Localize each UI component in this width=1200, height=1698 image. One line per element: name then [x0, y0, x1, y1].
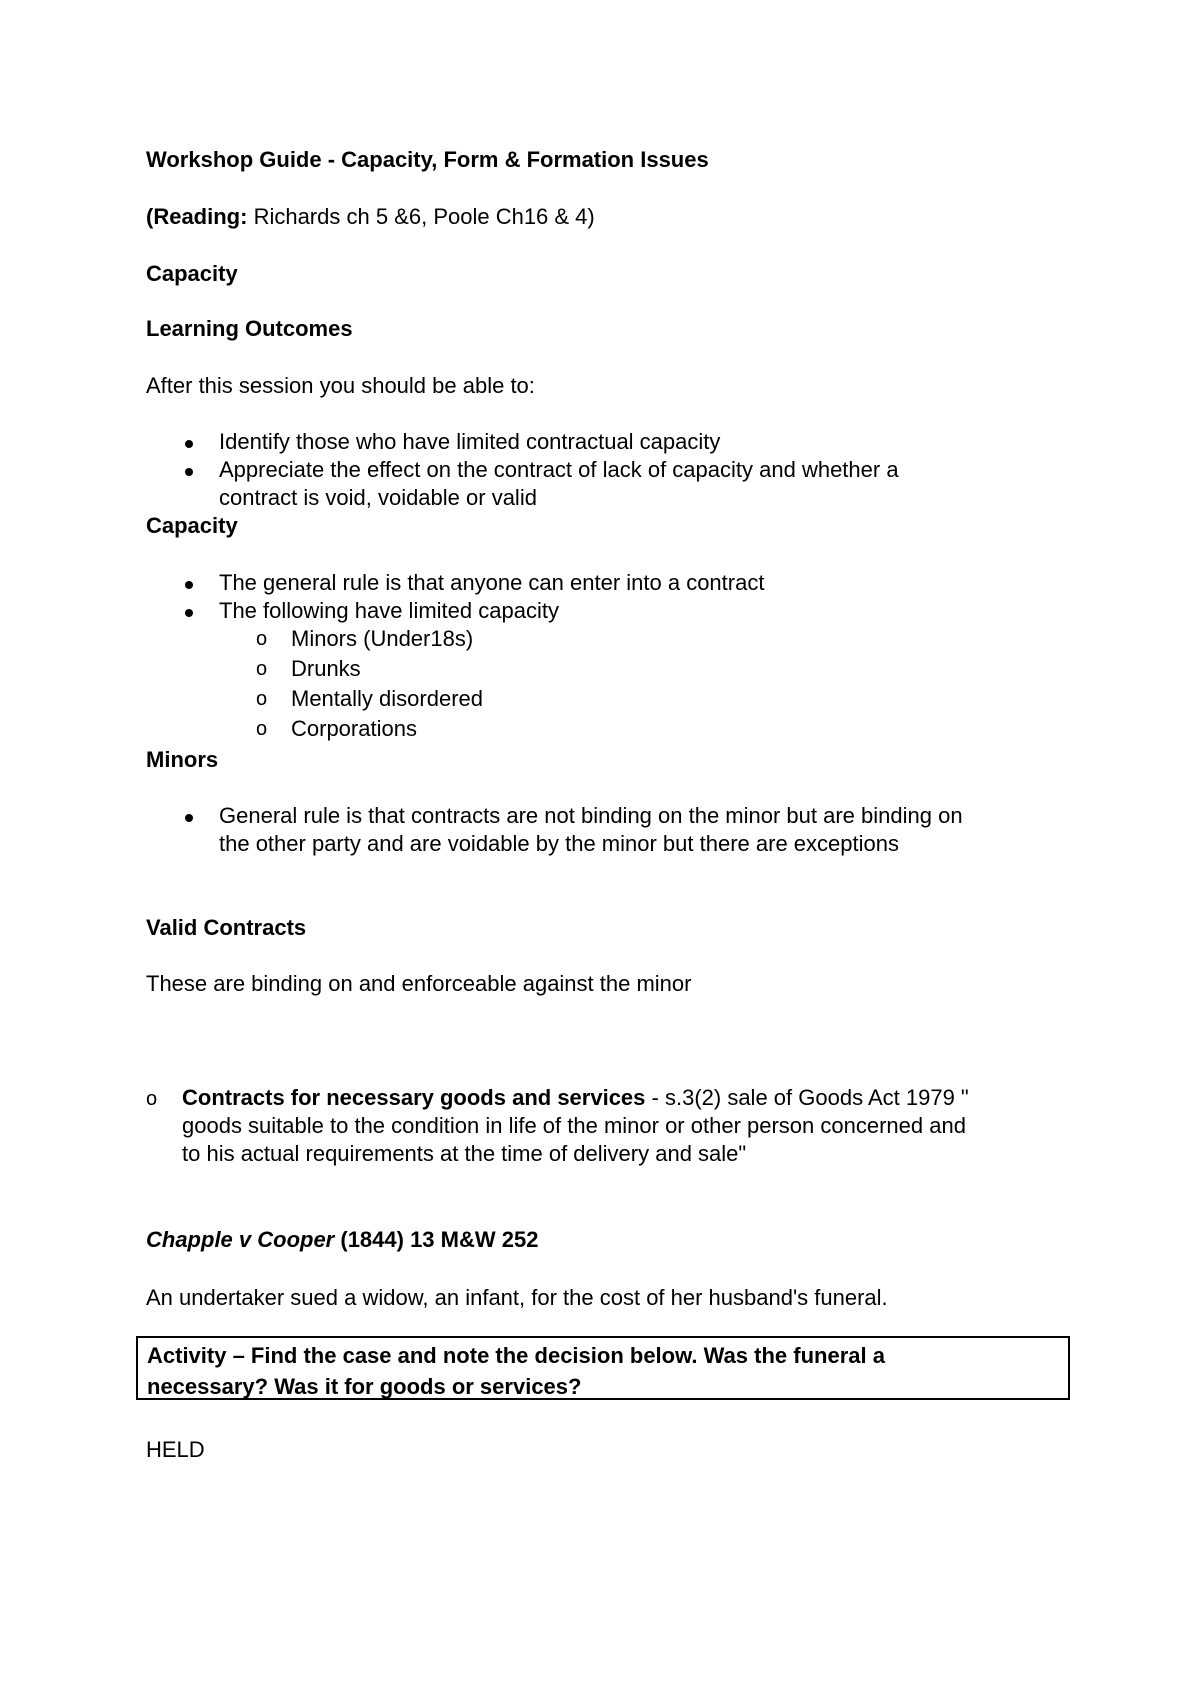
limited-capacity-item: Mentally disordered: [291, 686, 483, 711]
activity-line: necessary? Was it for goods or services?: [147, 1374, 582, 1399]
bullet-dot: [185, 468, 193, 476]
sub-bullet-marker: o: [256, 628, 268, 650]
outcome-item-continued: contract is void, voidable or valid: [219, 485, 537, 510]
outcome-item: Identify those who have limited contractual capacity: [219, 429, 721, 454]
minors-heading: Minors: [146, 747, 219, 772]
held-label: HELD: [146, 1437, 205, 1462]
sub-bullet-marker: o: [146, 1088, 158, 1110]
minors-rule-line: General rule is that contracts are not binding on the minor but are binding on: [219, 803, 963, 828]
intro-text: After this session you should be able to:: [146, 373, 535, 398]
bullet-dot: [185, 609, 193, 617]
limited-capacity-item: Corporations: [291, 716, 417, 741]
outcome-item: Appreciate the effect on the contract of lack of capacity and whether a: [219, 457, 899, 482]
capacity-heading: Capacity: [146, 261, 238, 286]
necessary-goods-line: [182, 1084, 969, 1112]
reading-label: (Reading:: [146, 204, 248, 229]
sub-bullet-marker: o: [256, 658, 268, 680]
reading-line: [146, 203, 1086, 231]
activity-line: Activity – Find the case and note the decision below. Was the funeral a: [147, 1343, 885, 1368]
necessary-goods-line: goods suitable to the condition in life of the minor or other person concerned and: [182, 1113, 966, 1138]
bullet-dot: [185, 581, 193, 589]
case-citation: (1844) 13 M&W 252: [334, 1227, 539, 1252]
case-facts: An undertaker sued a widow, an infant, for the cost of her husband's funeral.: [146, 1285, 888, 1310]
sub-bullet-marker: o: [256, 688, 268, 710]
document-title: Workshop Guide - Capacity, Form & Formation Issues: [146, 147, 709, 172]
case-heading: [146, 1226, 1086, 1254]
valid-contracts-text: These are binding on and enforceable against the minor: [146, 971, 692, 996]
limited-capacity-item: Drunks: [291, 656, 361, 681]
learning-outcomes-heading: Learning Outcomes: [146, 316, 353, 341]
minors-rule-line: the other party and are voidable by the minor but there are exceptions: [219, 831, 899, 856]
sub-bullet-marker: o: [256, 718, 268, 740]
limited-capacity-item: Minors (Under18s): [291, 626, 474, 651]
capacity-heading-second: Capacity: [146, 513, 238, 538]
activity-box: [136, 1336, 1070, 1400]
necessary-goods-line: to his actual requirements at the time of delivery and sale": [182, 1141, 747, 1166]
capacity-point: The general rule is that anyone can enter into a contract: [219, 570, 765, 595]
necessary-goods-label: Contracts for necessary goods and services: [182, 1085, 646, 1110]
valid-contracts-heading: Valid Contracts: [146, 915, 307, 940]
case-name: Chapple v Cooper: [146, 1227, 335, 1252]
bullet-dot: [185, 440, 193, 448]
bullet-dot: [185, 814, 193, 822]
necessary-goods-text: - s.3(2) sale of Goods Act 1979 ": [645, 1085, 969, 1110]
capacity-point: The following have limited capacity: [219, 598, 559, 623]
reading-text: Richards ch 5 &6, Poole Ch16 & 4): [247, 204, 595, 229]
